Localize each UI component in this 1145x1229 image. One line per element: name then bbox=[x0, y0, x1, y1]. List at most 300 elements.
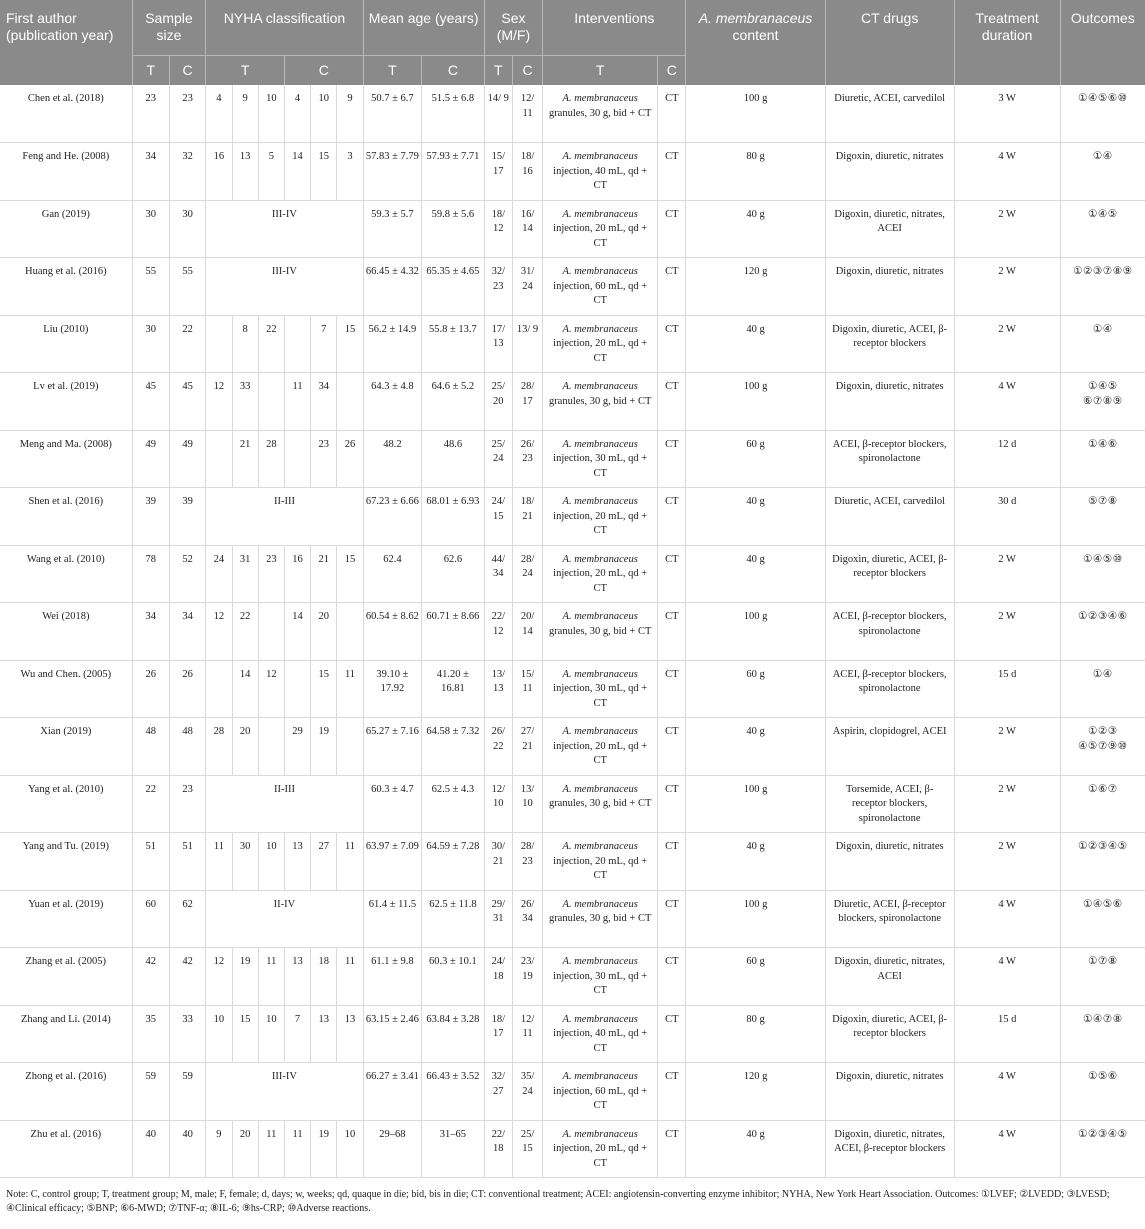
species-name: A. membranaceus bbox=[562, 611, 638, 622]
cell-ct-drugs: Digoxin, diuretic, nitrates bbox=[825, 373, 954, 431]
cell-nyha-t: 8 bbox=[232, 315, 258, 373]
cell-nyha-t: 12 bbox=[206, 948, 232, 1006]
cell-nyha-t: 19 bbox=[232, 948, 258, 1006]
cell-intervention-c: CT bbox=[658, 1005, 686, 1063]
cell-sample-c: 52 bbox=[169, 545, 205, 603]
cell-age-c: 63.84 ± 3.28 bbox=[422, 1005, 485, 1063]
cell-duration: 12 d bbox=[954, 430, 1060, 488]
cell-nyha-t: 9 bbox=[206, 1120, 232, 1178]
cell-nyha-t: 30 bbox=[232, 833, 258, 891]
cell-nyha-t bbox=[258, 718, 284, 776]
subheader-t: T bbox=[363, 55, 422, 85]
cell-age-c: 41.20 ± 16.81 bbox=[422, 660, 485, 718]
cell-sex-t: 30/ 21 bbox=[484, 833, 512, 891]
cell-sample-c: 34 bbox=[169, 603, 205, 661]
cell-intervention-c: CT bbox=[658, 315, 686, 373]
cell-ct-drugs: Diuretic, ACEI, carvedilol bbox=[825, 85, 954, 143]
cell-nyha-c: 15 bbox=[311, 660, 337, 718]
cell-intervention-t bbox=[543, 258, 658, 316]
cell-outcomes: ①⑦⑧ bbox=[1060, 948, 1145, 1006]
cell-intervention-t bbox=[543, 1005, 658, 1063]
cell-sex-t: 25/ 20 bbox=[484, 373, 512, 431]
cell-age-c: 68.01 ± 6.93 bbox=[422, 488, 485, 546]
cell-age-t: 61.1 ± 9.8 bbox=[363, 948, 422, 1006]
cell-sex-t: 32/ 23 bbox=[484, 258, 512, 316]
cell-intervention-c: CT bbox=[658, 545, 686, 603]
cell-nyha-c bbox=[284, 430, 310, 488]
cell-nyha-t: 13 bbox=[232, 143, 258, 201]
intervention-detail: injection, 20 mL, qd + CT bbox=[553, 510, 648, 536]
cell-nyha-t: 10 bbox=[206, 1005, 232, 1063]
cell-sample-c: 32 bbox=[169, 143, 205, 201]
cell-nyha-c: 21 bbox=[311, 545, 337, 603]
cell-sex-c: 35/ 24 bbox=[512, 1063, 542, 1121]
cell-outcomes: ①④⑤⑥⑩ bbox=[1060, 85, 1145, 143]
cell-nyha-c: 11 bbox=[337, 948, 363, 1006]
subheader-t: T bbox=[484, 55, 512, 85]
cell-duration: 15 d bbox=[954, 1005, 1060, 1063]
header-sex: Sex (M/F) bbox=[484, 0, 543, 55]
cell-nyha-t bbox=[206, 430, 232, 488]
cell-nyha-t: 28 bbox=[258, 430, 284, 488]
header-content-word: content bbox=[732, 27, 779, 43]
cell-nyha-t: 4 bbox=[206, 85, 232, 143]
cell-age-c: 65.35 ± 4.65 bbox=[422, 258, 485, 316]
intervention-detail: injection, 40 mL, qd + CT bbox=[553, 165, 648, 191]
cell-outcomes: ①④ bbox=[1060, 315, 1145, 373]
cell-content: 100 g bbox=[686, 85, 825, 143]
intervention-detail: injection, 30 mL, qd + CT bbox=[553, 453, 648, 479]
cell-nyha-c: 11 bbox=[337, 660, 363, 718]
cell-sex-c: 25/ 15 bbox=[512, 1120, 542, 1178]
table-row bbox=[0, 603, 1145, 661]
cell-author: Liu (2010) bbox=[0, 315, 132, 373]
cell-intervention-t bbox=[543, 890, 658, 948]
cell-nyha-c bbox=[337, 373, 363, 431]
cell-age-t: 56.2 ± 14.9 bbox=[363, 315, 422, 373]
cell-sex-c: 28/ 23 bbox=[512, 833, 542, 891]
cell-duration: 3 W bbox=[954, 85, 1060, 143]
cell-age-t: 29–68 bbox=[363, 1120, 422, 1178]
species-name: A. membranaceus bbox=[562, 381, 638, 392]
species-name: A. membranaceus bbox=[562, 1071, 638, 1082]
intervention-detail: granules, 30 g, bid + CT bbox=[548, 913, 652, 924]
cell-nyha-range: II-III bbox=[206, 775, 363, 833]
cell-age-t: 62.4 bbox=[363, 545, 422, 603]
cell-intervention-c: CT bbox=[658, 430, 686, 488]
cell-ct-drugs: ACEI, β-receptor blockers, spironolactone bbox=[825, 660, 954, 718]
cell-sample-c: 55 bbox=[169, 258, 205, 316]
cell-age-c: 64.59 ± 7.28 bbox=[422, 833, 485, 891]
cell-sample-c: 39 bbox=[169, 488, 205, 546]
cell-sex-t: 18/ 12 bbox=[484, 200, 512, 258]
cell-author: Zhang et al. (2005) bbox=[0, 948, 132, 1006]
cell-nyha-c: 13 bbox=[311, 1005, 337, 1063]
cell-age-c: 66.43 ± 3.52 bbox=[422, 1063, 485, 1121]
table-row bbox=[0, 775, 1145, 833]
cell-sex-t: 24/ 15 bbox=[484, 488, 512, 546]
cell-outcomes: ①②③④⑥ bbox=[1060, 603, 1145, 661]
cell-outcomes: ⑤⑦⑧ bbox=[1060, 488, 1145, 546]
cell-sex-t: 26/ 22 bbox=[484, 718, 512, 776]
cell-nyha-c: 15 bbox=[337, 545, 363, 603]
cell-age-c: 64.58 ± 7.32 bbox=[422, 718, 485, 776]
cell-sex-t: 25/ 24 bbox=[484, 430, 512, 488]
subheader-c: C bbox=[658, 55, 686, 85]
cell-intervention-c: CT bbox=[658, 85, 686, 143]
cell-sex-c: 26/ 23 bbox=[512, 430, 542, 488]
cell-nyha-c: 4 bbox=[284, 85, 310, 143]
cell-nyha-range: III-IV bbox=[206, 258, 363, 316]
cell-outcomes: ①④⑤ ⑥⑦⑧⑨ bbox=[1060, 373, 1145, 431]
cell-sex-c: 16/ 14 bbox=[512, 200, 542, 258]
cell-intervention-t bbox=[543, 315, 658, 373]
header-first-author: First author (publication year) bbox=[0, 0, 132, 85]
cell-duration: 2 W bbox=[954, 603, 1060, 661]
cell-nyha-t: 16 bbox=[206, 143, 232, 201]
cell-nyha-t: 22 bbox=[232, 603, 258, 661]
cell-sex-c: 26/ 34 bbox=[512, 890, 542, 948]
cell-age-c: 62.5 ± 11.8 bbox=[422, 890, 485, 948]
cell-duration: 2 W bbox=[954, 718, 1060, 776]
cell-nyha-c: 26 bbox=[337, 430, 363, 488]
cell-content: 100 g bbox=[686, 890, 825, 948]
subheader-t: T bbox=[132, 55, 169, 85]
cell-ct-drugs: Digoxin, diuretic, nitrates, ACEI bbox=[825, 200, 954, 258]
cell-duration: 2 W bbox=[954, 258, 1060, 316]
cell-sex-t: 18/ 17 bbox=[484, 1005, 512, 1063]
cell-intervention-c: CT bbox=[658, 603, 686, 661]
cell-author: Meng and Ma. (2008) bbox=[0, 430, 132, 488]
cell-duration: 2 W bbox=[954, 833, 1060, 891]
cell-outcomes: ①④ bbox=[1060, 660, 1145, 718]
header-ct-drugs: CT drugs bbox=[825, 0, 954, 85]
species-name: A. membranaceus bbox=[562, 266, 638, 277]
cell-duration: 4 W bbox=[954, 890, 1060, 948]
cell-duration: 2 W bbox=[954, 315, 1060, 373]
header-duration: Treatment duration bbox=[954, 0, 1060, 85]
table-row bbox=[0, 143, 1145, 201]
cell-nyha-c: 7 bbox=[311, 315, 337, 373]
cell-outcomes: ①④⑦⑧ bbox=[1060, 1005, 1145, 1063]
species-name: A. membranaceus bbox=[562, 1128, 638, 1140]
cell-nyha-c: 11 bbox=[284, 1120, 310, 1178]
species-name: A. membranaceus bbox=[562, 208, 638, 220]
cell-nyha-c bbox=[284, 660, 310, 718]
header-interventions: Interventions bbox=[543, 0, 686, 55]
table-row bbox=[0, 833, 1145, 891]
cell-ct-drugs: ACEI, β-receptor blockers, spironolactone bbox=[825, 430, 954, 488]
cell-sample-c: 49 bbox=[169, 430, 205, 488]
cell-author: Yang and Tu. (2019) bbox=[0, 833, 132, 891]
cell-duration: 4 W bbox=[954, 143, 1060, 201]
intervention-detail: injection, 20 mL, qd + CT bbox=[553, 1143, 648, 1169]
cell-content: 100 g bbox=[686, 775, 825, 833]
cell-age-t: 63.15 ± 2.46 bbox=[363, 1005, 422, 1063]
table-row bbox=[0, 258, 1145, 316]
cell-sex-c: 15/ 11 bbox=[512, 660, 542, 718]
cell-nyha-c: 27 bbox=[311, 833, 337, 891]
cell-nyha-t: 31 bbox=[232, 545, 258, 603]
cell-ct-drugs: ACEI, β-receptor blockers, spironolactone bbox=[825, 603, 954, 661]
cell-author: Gan (2019) bbox=[0, 200, 132, 258]
cell-sex-c: 12/ 11 bbox=[512, 1005, 542, 1063]
cell-nyha-t bbox=[206, 660, 232, 718]
table-row bbox=[0, 1120, 1145, 1178]
cell-sample-c: 59 bbox=[169, 1063, 205, 1121]
table-row bbox=[0, 545, 1145, 603]
cell-intervention-c: CT bbox=[658, 488, 686, 546]
cell-nyha-c: 23 bbox=[311, 430, 337, 488]
cell-ct-drugs: Digoxin, diuretic, ACEI, β-receptor blockers bbox=[825, 1005, 954, 1063]
table-row bbox=[0, 660, 1145, 718]
species-name: A. membranaceus bbox=[562, 151, 638, 162]
cell-sample-c: 23 bbox=[169, 85, 205, 143]
subheader-c: C bbox=[512, 55, 542, 85]
cell-nyha-c: 14 bbox=[284, 603, 310, 661]
cell-outcomes: ①②③④⑤ bbox=[1060, 833, 1145, 891]
cell-nyha-range: III-IV bbox=[206, 1063, 363, 1121]
cell-intervention-c: CT bbox=[658, 890, 686, 948]
cell-intervention-t bbox=[543, 545, 658, 603]
cell-nyha-t bbox=[258, 373, 284, 431]
cell-nyha-t: 14 bbox=[232, 660, 258, 718]
subheader-c: C bbox=[284, 55, 363, 85]
cell-intervention-t bbox=[543, 373, 658, 431]
subheader-c: C bbox=[422, 55, 485, 85]
cell-intervention-t bbox=[543, 833, 658, 891]
table-row bbox=[0, 1063, 1145, 1121]
cell-age-t: 59.3 ± 5.7 bbox=[363, 200, 422, 258]
cell-age-c: 62.5 ± 4.3 bbox=[422, 775, 485, 833]
cell-author: Zhong et al. (2016) bbox=[0, 1063, 132, 1121]
cell-content: 40 g bbox=[686, 833, 825, 891]
cell-content: 60 g bbox=[686, 948, 825, 1006]
cell-nyha-c: 29 bbox=[284, 718, 310, 776]
cell-sex-t: 44/ 34 bbox=[484, 545, 512, 603]
cell-nyha-c bbox=[337, 603, 363, 661]
cell-outcomes: ①④ bbox=[1060, 143, 1145, 201]
cell-nyha-c: 11 bbox=[337, 833, 363, 891]
cell-nyha-t: 11 bbox=[206, 833, 232, 891]
cell-duration: 4 W bbox=[954, 1120, 1060, 1178]
cell-sample-t: 40 bbox=[132, 1120, 169, 1178]
cell-age-c: 48.6 bbox=[422, 430, 485, 488]
species-name: A. membranaceus bbox=[562, 496, 638, 507]
cell-intervention-c: CT bbox=[658, 833, 686, 891]
cell-content: 120 g bbox=[686, 1063, 825, 1121]
cell-sample-t: 51 bbox=[132, 833, 169, 891]
cell-nyha-t: 10 bbox=[258, 833, 284, 891]
cell-intervention-t bbox=[543, 948, 658, 1006]
cell-intervention-t bbox=[543, 775, 658, 833]
cell-author: Chen et al. (2018) bbox=[0, 85, 132, 143]
intervention-detail: injection, 30 mL, qd + CT bbox=[553, 970, 648, 996]
cell-sex-c: 12/ 11 bbox=[512, 85, 542, 143]
cell-intervention-t bbox=[543, 488, 658, 546]
table-body bbox=[0, 85, 1145, 1178]
cell-age-t: 67.23 ± 6.66 bbox=[363, 488, 422, 546]
subheader-c: C bbox=[169, 55, 205, 85]
cell-age-c: 64.6 ± 5.2 bbox=[422, 373, 485, 431]
cell-intervention-c: CT bbox=[658, 775, 686, 833]
cell-age-t: 61.4 ± 11.5 bbox=[363, 890, 422, 948]
cell-sample-c: 45 bbox=[169, 373, 205, 431]
cell-nyha-t: 10 bbox=[258, 85, 284, 143]
cell-age-t: 64.3 ± 4.8 bbox=[363, 373, 422, 431]
cell-nyha-t: 12 bbox=[206, 373, 232, 431]
table-footnote: Note: C, control group; T, treatment group; M, male; F, female; d, days; w, weeks; qd, quaque in die; bid, bis in die; CT: conventional treatment; ACEI: angiotensin-converting enzyme inhibitor; NYHA, New York Heart Association. Outcomes: ①LVEF; ②LVEDD; ③LVESD; ④Clinical efficacy; ⑤BNP; ⑥6-MWD; ⑦TNF-α; ⑧IL-6; ⑨hs-CRP; ⑩Adverse reactions. bbox=[6, 1189, 1110, 1214]
cell-intervention-t bbox=[543, 430, 658, 488]
cell-sample-t: 42 bbox=[132, 948, 169, 1006]
table-row bbox=[0, 200, 1145, 258]
cell-nyha-c: 10 bbox=[337, 1120, 363, 1178]
cell-intervention-t bbox=[543, 1063, 658, 1121]
cell-content: 40 g bbox=[686, 315, 825, 373]
cell-sample-t: 34 bbox=[132, 603, 169, 661]
cell-sex-t: 29/ 31 bbox=[484, 890, 512, 948]
cell-ct-drugs: Digoxin, diuretic, nitrates bbox=[825, 258, 954, 316]
cell-nyha-t: 12 bbox=[258, 660, 284, 718]
cell-nyha-t: 20 bbox=[232, 1120, 258, 1178]
intervention-detail: injection, 20 mL, qd + CT bbox=[553, 338, 648, 364]
cell-age-t: 50.7 ± 6.7 bbox=[363, 85, 422, 143]
cell-ct-drugs: Digoxin, diuretic, nitrates bbox=[825, 1063, 954, 1121]
cell-outcomes: ①④⑤ bbox=[1060, 200, 1145, 258]
cell-nyha-t: 11 bbox=[258, 1120, 284, 1178]
cell-sex-t: 32/ 27 bbox=[484, 1063, 512, 1121]
cell-nyha-c: 10 bbox=[311, 85, 337, 143]
cell-duration: 4 W bbox=[954, 1063, 1060, 1121]
cell-sex-c: 13/ 10 bbox=[512, 775, 542, 833]
cell-nyha-range: III-IV bbox=[206, 200, 363, 258]
cell-outcomes: ①②③④⑤ bbox=[1060, 1120, 1145, 1178]
cell-ct-drugs: Diuretic, ACEI, carvedilol bbox=[825, 488, 954, 546]
table-row bbox=[0, 890, 1145, 948]
cell-ct-drugs: Digoxin, diuretic, nitrates bbox=[825, 143, 954, 201]
cell-intervention-t bbox=[543, 1120, 658, 1178]
cell-sample-t: 26 bbox=[132, 660, 169, 718]
cell-content: 120 g bbox=[686, 258, 825, 316]
cell-sex-t: 17/ 13 bbox=[484, 315, 512, 373]
cell-sample-c: 23 bbox=[169, 775, 205, 833]
cell-nyha-c: 16 bbox=[284, 545, 310, 603]
cell-duration: 30 d bbox=[954, 488, 1060, 546]
cell-nyha-c bbox=[284, 315, 310, 373]
cell-age-t: 63.97 ± 7.09 bbox=[363, 833, 422, 891]
cell-outcomes: ①⑤⑥ bbox=[1060, 1063, 1145, 1121]
cell-sample-t: 30 bbox=[132, 200, 169, 258]
cell-sex-c: 31/ 24 bbox=[512, 258, 542, 316]
cell-author: Feng and He. (2008) bbox=[0, 143, 132, 201]
cell-content: 40 g bbox=[686, 200, 825, 258]
cell-nyha-c: 15 bbox=[337, 315, 363, 373]
cell-sample-c: 51 bbox=[169, 833, 205, 891]
species-name: A. membranaceus bbox=[562, 668, 638, 680]
cell-content: 40 g bbox=[686, 718, 825, 776]
cell-age-t: 60.3 ± 4.7 bbox=[363, 775, 422, 833]
cell-sample-c: 48 bbox=[169, 718, 205, 776]
cell-nyha-t: 23 bbox=[258, 545, 284, 603]
subheader-t: T bbox=[543, 55, 658, 85]
species-name: A. membranaceus bbox=[562, 841, 638, 852]
cell-sample-t: 78 bbox=[132, 545, 169, 603]
cell-sex-t: 15/ 17 bbox=[484, 143, 512, 201]
cell-author: Huang et al. (2016) bbox=[0, 258, 132, 316]
species-name: A. membranaceus bbox=[562, 1013, 638, 1025]
cell-ct-drugs: Digoxin, diuretic, ACEI, β-receptor blockers bbox=[825, 315, 954, 373]
cell-sample-t: 35 bbox=[132, 1005, 169, 1063]
cell-intervention-c: CT bbox=[658, 1120, 686, 1178]
cell-content: 80 g bbox=[686, 143, 825, 201]
cell-nyha-t bbox=[206, 315, 232, 373]
cell-sample-t: 49 bbox=[132, 430, 169, 488]
table-row bbox=[0, 85, 1145, 143]
table-row bbox=[0, 430, 1145, 488]
cell-intervention-t bbox=[543, 200, 658, 258]
cell-sample-c: 22 bbox=[169, 315, 205, 373]
species-name: A. membranaceus bbox=[562, 93, 638, 104]
species-name: A. membranaceus bbox=[562, 956, 638, 967]
header-content bbox=[686, 0, 825, 85]
cell-nyha-c: 13 bbox=[284, 833, 310, 891]
cell-nyha-t: 21 bbox=[232, 430, 258, 488]
cell-nyha-c: 34 bbox=[311, 373, 337, 431]
table-row bbox=[0, 488, 1145, 546]
cell-content: 80 g bbox=[686, 1005, 825, 1063]
cell-sex-t: 24/ 18 bbox=[484, 948, 512, 1006]
cell-author: Wang et al. (2010) bbox=[0, 545, 132, 603]
cell-sex-t: 22/ 18 bbox=[484, 1120, 512, 1178]
cell-ct-drugs: Digoxin, diuretic, nitrates bbox=[825, 833, 954, 891]
cell-intervention-c: CT bbox=[658, 258, 686, 316]
intervention-detail: injection, 60 mL, qd + CT bbox=[553, 280, 648, 306]
cell-sex-c: 13/ 9 bbox=[512, 315, 542, 373]
cell-nyha-c: 15 bbox=[311, 143, 337, 201]
cell-nyha-c bbox=[337, 718, 363, 776]
cell-age-c: 55.8 ± 13.7 bbox=[422, 315, 485, 373]
cell-author: Yang et al. (2010) bbox=[0, 775, 132, 833]
cell-sex-c: 20/ 14 bbox=[512, 603, 542, 661]
cell-intervention-c: CT bbox=[658, 200, 686, 258]
cell-outcomes: ①⑥⑦ bbox=[1060, 775, 1145, 833]
cell-age-c: 31–65 bbox=[422, 1120, 485, 1178]
cell-duration: 2 W bbox=[954, 545, 1060, 603]
cell-author: Xian (2019) bbox=[0, 718, 132, 776]
species-name: A. membranaceus bbox=[562, 553, 638, 565]
cell-sample-c: 26 bbox=[169, 660, 205, 718]
table-row bbox=[0, 1005, 1145, 1063]
cell-intervention-t bbox=[543, 718, 658, 776]
species-name: A. membranaceus bbox=[562, 438, 638, 450]
cell-sample-t: 60 bbox=[132, 890, 169, 948]
cell-nyha-c: 14 bbox=[284, 143, 310, 201]
cell-nyha-c: 19 bbox=[311, 1120, 337, 1178]
cell-age-t: 65.27 ± 7.16 bbox=[363, 718, 422, 776]
cell-nyha-t: 9 bbox=[232, 85, 258, 143]
cell-duration: 4 W bbox=[954, 948, 1060, 1006]
cell-nyha-c: 13 bbox=[337, 1005, 363, 1063]
cell-nyha-range: II-III bbox=[206, 488, 363, 546]
intervention-detail: granules, 30 g, bid + CT bbox=[548, 625, 652, 637]
cell-content: 40 g bbox=[686, 488, 825, 546]
cell-ct-drugs: Digoxin, diuretic, nitrates, ACEI, β-receptor blockers bbox=[825, 1120, 954, 1178]
cell-outcomes: ①④⑥ bbox=[1060, 430, 1145, 488]
cell-intervention-c: CT bbox=[658, 373, 686, 431]
intervention-detail: granules, 30 g, bid + CT bbox=[548, 107, 652, 119]
cell-age-c: 51.5 ± 6.8 bbox=[422, 85, 485, 143]
cell-sample-t: 39 bbox=[132, 488, 169, 546]
